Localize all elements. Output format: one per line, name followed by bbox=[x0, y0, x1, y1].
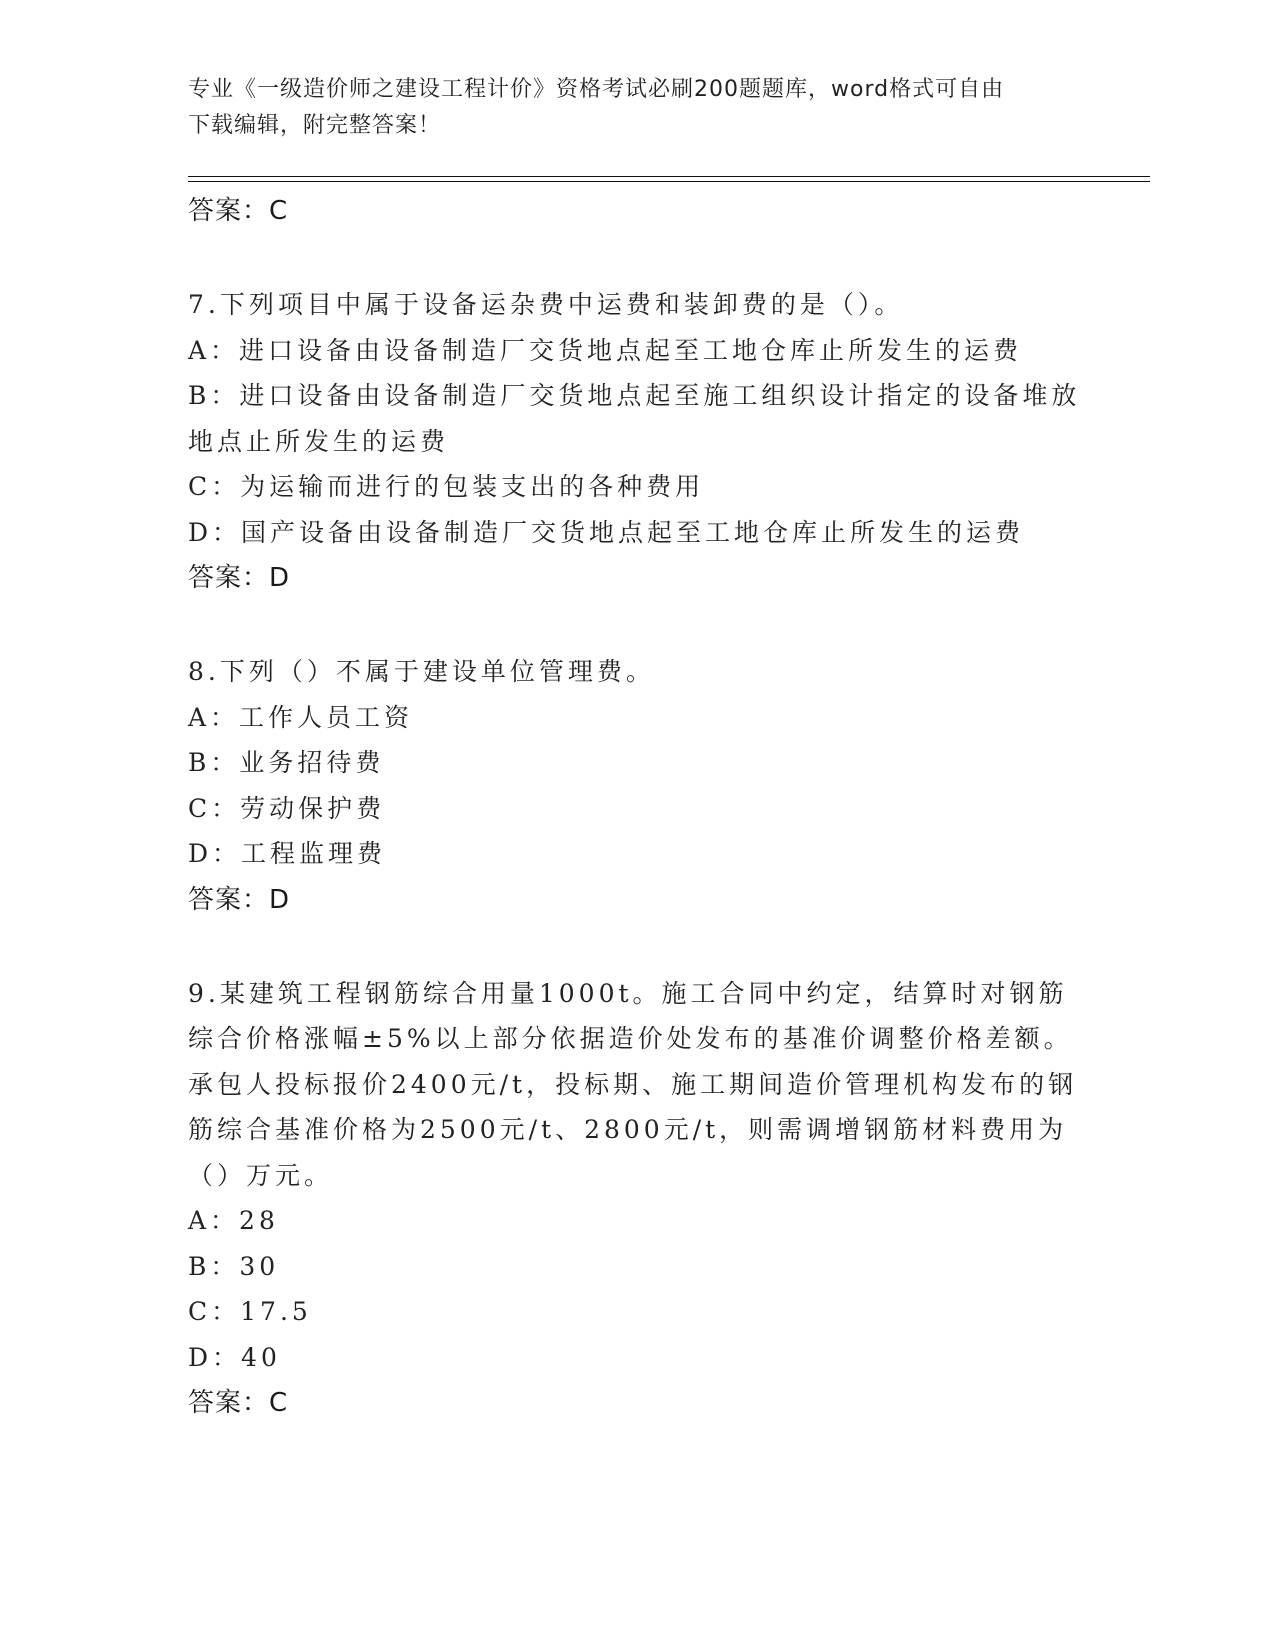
option-c: C：劳动保护费 bbox=[188, 793, 386, 823]
header-divider-top bbox=[188, 176, 1150, 177]
question-answer: 答案：D bbox=[188, 884, 291, 915]
question-answer: 答案：C bbox=[188, 1388, 289, 1418]
option-c: C：17.5 bbox=[188, 1297, 312, 1326]
question-list bbox=[188, 188, 1088, 1426]
option-b: B：30 bbox=[188, 1251, 280, 1281]
header-line-1: 专业《一级造价师之建设工程计价》资格考试必刷200题题库，word格式可自由 bbox=[188, 77, 1005, 102]
question-answer: 答案：D bbox=[188, 563, 291, 593]
header-line-2: 下载编辑，附完整答案！ bbox=[188, 113, 442, 138]
option-a: A：进口设备由设备制造厂交货地点起至工地仓库止所发生的运费 bbox=[188, 335, 1023, 365]
question-9 bbox=[188, 971, 1088, 1427]
option-d: D：40 bbox=[188, 1342, 281, 1372]
option-d: D：国产设备由设备制造厂交货地点起至工地仓库止所发生的运费 bbox=[188, 517, 1025, 547]
option-c: C：为运输而进行的包装支出的各种费用 bbox=[188, 472, 705, 501]
option-a: A：28 bbox=[188, 1206, 279, 1235]
question-stem: 7.下列项目中属于设备运杂费中运费和装卸费的是（）。 bbox=[188, 290, 904, 319]
question-7 bbox=[188, 282, 1088, 601]
previous-answer: 答案：C bbox=[188, 196, 289, 226]
question-stem: 9.某建筑工程钢筋综合用量1000t。施工合同中约定，结算时对钢筋综合价格涨幅±5%以上部分依据造价处发布的基准价调整价格差额。承包人投标报价2400元/t，投标期、施工期间造价管理机构发布的钢筋综合基准价格为2500元/t、2800元/t，则需调增钢筋材料费用为（）万元。 bbox=[188, 978, 1078, 1190]
option-d: D：工程监理费 bbox=[188, 839, 387, 868]
option-a: A：工作人员工资 bbox=[188, 702, 414, 732]
option-b: B：业务招待费 bbox=[188, 748, 385, 777]
header-divider-bottom bbox=[188, 181, 1150, 182]
option-b: B：进口设备由设备制造厂交货地点起至施工组织设计指定的设备堆放地点止所发生的运费 bbox=[188, 381, 1081, 456]
document-header bbox=[188, 72, 1088, 144]
question-8 bbox=[188, 649, 1088, 923]
question-stem: 8.下列（）不属于建设单位管理费。 bbox=[188, 657, 655, 686]
